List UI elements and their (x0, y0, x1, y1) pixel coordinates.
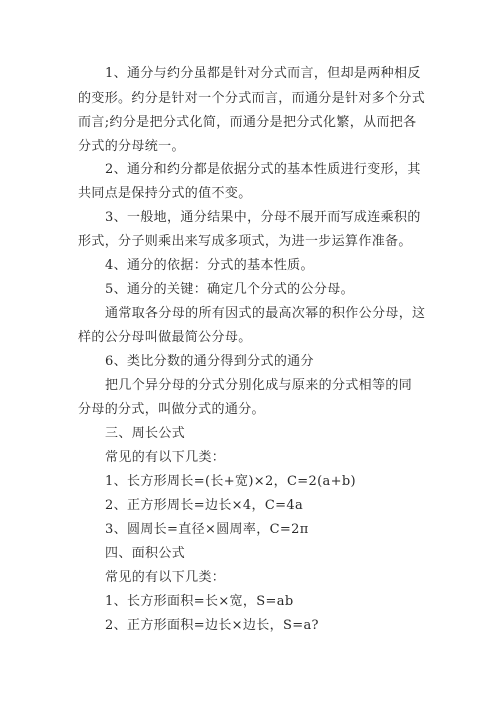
formula-line: 2、正方形周长=边长×4，C=4a (105, 498, 304, 513)
text-line: 常见的有以下几类： (105, 570, 226, 585)
section-heading: 四、面积公式 (105, 546, 186, 561)
text-line: 3、一般地，通分结果中，分母不展开而写成连乘积的 (105, 210, 421, 225)
text-line: 4、通分的依据：分式的基本性质。 (105, 258, 314, 273)
text-line: 把几个异分母的分式分别化成与原来的分式相等的同 (105, 378, 413, 393)
formula-line: 3、圆周长=直径×圆周率，C=2π (105, 522, 309, 537)
formula-line: 2、正方形面积=边长×边长，S=a? (105, 618, 319, 633)
text-line: 而言;约分是把分式化简，而通分是把分式化繁，从而把各 (78, 115, 417, 130)
formula-line: 1、长方形面积=长×宽，S=ab (105, 594, 294, 609)
section-heading: 三、周长公式 (105, 426, 186, 441)
text-line: 通常取各分母的所有因式的最高次幂的积作公分母，这 (105, 306, 426, 321)
text-line: 常见的有以下几类： (105, 450, 226, 465)
text-line: 分母的分式，叫做分式的通分。 (78, 402, 265, 417)
text-line: 分式的分母统一。 (78, 139, 185, 154)
text-line: 共同点是保持分式的值不变。 (78, 186, 252, 201)
formula-line: 1、长方形周长=(长+宽)×2，C=2(a+b) (105, 474, 356, 489)
text-line: 2、通分和约分都是依据分式的基本性质进行变形，其 (105, 162, 421, 177)
text-line: 形式，分子则乘出来写成多项式，为进一步运算作准备。 (78, 234, 412, 249)
text-line: 6、类比分数的通分得到分式的通分 (105, 354, 314, 369)
text-line: 5、通分的关键：确定几个分式的公分母。 (105, 282, 354, 297)
text-line: 1、通分与约分虽都是针对分式而言，但却是两种相反 (105, 66, 421, 81)
text-line: 的变形。约分是针对一个分式而言，而通分是针对多个分式 (78, 91, 426, 106)
text-line: 样的公分母叫做最简公分母。 (78, 330, 252, 345)
